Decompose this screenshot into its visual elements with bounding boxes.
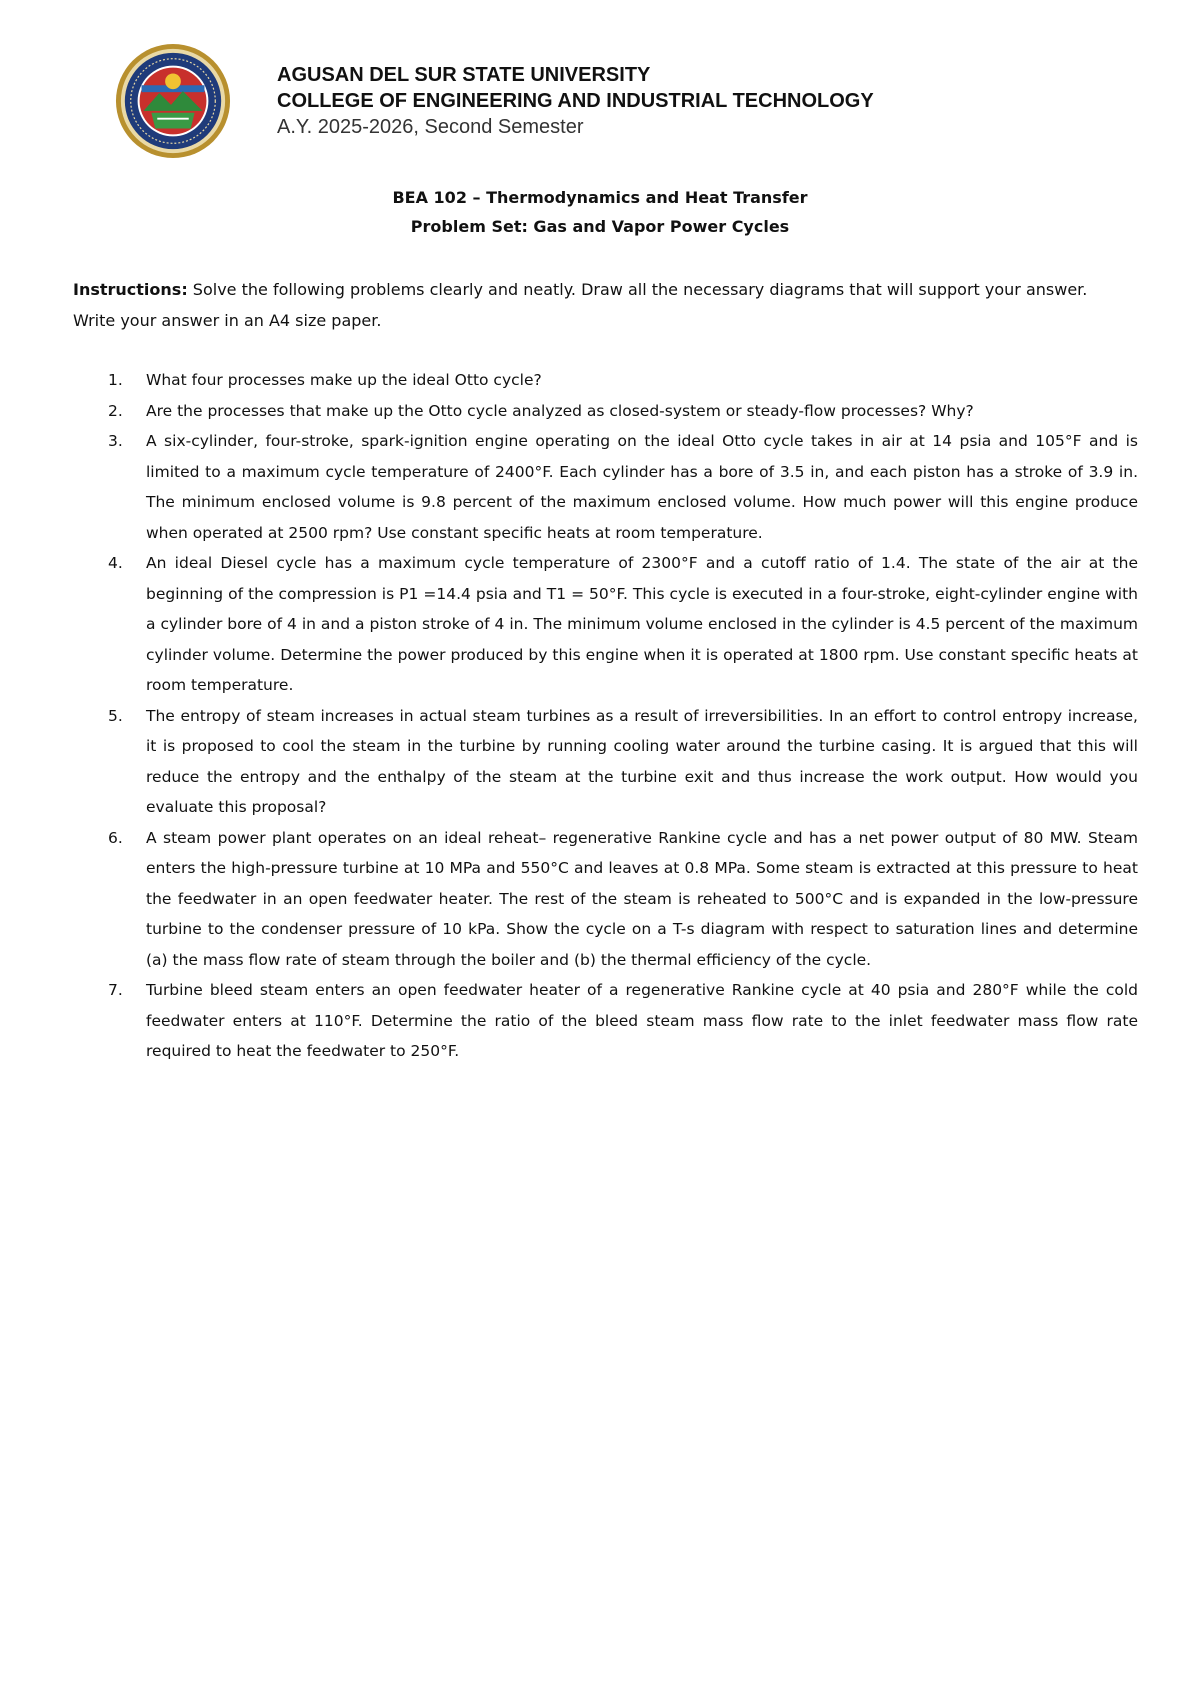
course-title-block	[0, 183, 1200, 241]
problem-text: A six-cylinder, four-stroke, spark-ignition engine operating on the ideal Otto cycle takes in air at 14 psia and 105°F and is limited to a maximum cycle temperature of 2400°F. Each cylinder has a bore of 3.5 in, and each piston has a stroke of 3.9 in. The minimum enclosed volume is 9.8 percent of the maximum enclosed volume. How much power will this engine produce when operated at 2500 rpm? Use constant specific heats at room temperature.	[146, 432, 1138, 542]
university-name: AGUSAN DEL SUR STATE UNIVERSITY	[277, 64, 651, 86]
problem-text: An ideal Diesel cycle has a maximum cycle temperature of 2300°F and a cutoff ratio of 1.4. The state of the air at the beginning of the compression is P1 =14.4 psia and T1 = 50°F. This cycle is executed in a four-stroke, eight-cylinder engine with a cylinder bore of 4 in and a piston stroke of 4 in. The minimum volume enclosed in the cylinder is 4.5 percent of the maximum cylinder volume. Determine the power produced by this engine when it is operated at 1800 rpm. Use constant specific heats at room temperature.	[146, 554, 1138, 694]
problem-item	[73, 701, 1138, 823]
problem-set-title: Problem Set: Gas and Vapor Power Cycles	[410, 217, 790, 236]
problem-item	[73, 365, 1138, 396]
problem-text: The entropy of steam increases in actual steam turbines as a result of irreversibilities. In an effort to control entropy increase, it is proposed to cool the steam in the turbine by running cooling water around the turbine casing. It is argued that this will reduce the entropy and the enthalpy of the steam at the turbine exit and thus increase the work output. How would you evaluate this proposal?	[146, 706, 1138, 816]
problem-item	[73, 396, 1138, 427]
instructions-label: Instructions:	[73, 280, 188, 299]
problem-number: 3.	[108, 432, 123, 450]
problem-item	[73, 975, 1138, 1067]
problem-number: 7.	[108, 981, 123, 999]
problem-number: 5.	[108, 706, 123, 725]
problem-item	[73, 823, 1138, 976]
problem-text: What four processes make up the ideal Otto cycle?	[146, 371, 542, 389]
problem-text: Are the processes that make up the Otto cycle analyzed as closed-system or steady-flow processes? Why?	[146, 401, 974, 420]
problem-item	[73, 548, 1138, 701]
problem-text: A steam power plant operates on an ideal reheat– regenerative Rankine cycle and has a net power output of 80 MW. Steam enters the high-pressure turbine at 10 MPa and 550°C and leaves at 0.8 MPa. Some steam is extracted at this pressure to heat the feedwater in an open feedwater heater. The rest of the steam is reheated to 500°C and is expanded in the low-pressure turbine to the condenser pressure of 10 kPa. Show the cycle on a T-s diagram with respect to saturation lines and determine (a) the mass flow rate of steam through the boiler and (b) the thermal efficiency of the cycle.	[146, 828, 1138, 969]
problem-number: 1.	[108, 371, 123, 389]
instructions-text: Solve the following problems clearly and neatly. Draw all the necessary diagrams that will support your answer. Write your answer in an A4 size paper.	[73, 280, 1088, 330]
document-header	[277, 62, 874, 140]
course-title: BEA 102 – Thermodynamics and Heat Transfer	[392, 188, 808, 207]
college-name: COLLEGE OF ENGINEERING AND INDUSTRIAL TECHNOLOGY	[277, 90, 874, 112]
problem-number: 2.	[108, 401, 123, 420]
problem-number: 6.	[108, 828, 123, 847]
problem-list	[73, 365, 1138, 1067]
problem-number: 4.	[108, 554, 123, 572]
semester-line: A.Y. 2025-2026, Second Semester	[277, 116, 584, 138]
problem-item	[73, 426, 1138, 548]
instructions	[73, 274, 1133, 336]
problem-text: Turbine bleed steam enters an open feedwater heater of a regenerative Rankine cycle at 40 psia and 280°F while the cold feedwater enters at 110°F. Determine the ratio of the bleed steam mass flow rate to the inlet feedwater mass flow rate required to heat the feedwater to 250°F.	[146, 981, 1138, 1060]
university-seal-icon	[114, 42, 232, 160]
